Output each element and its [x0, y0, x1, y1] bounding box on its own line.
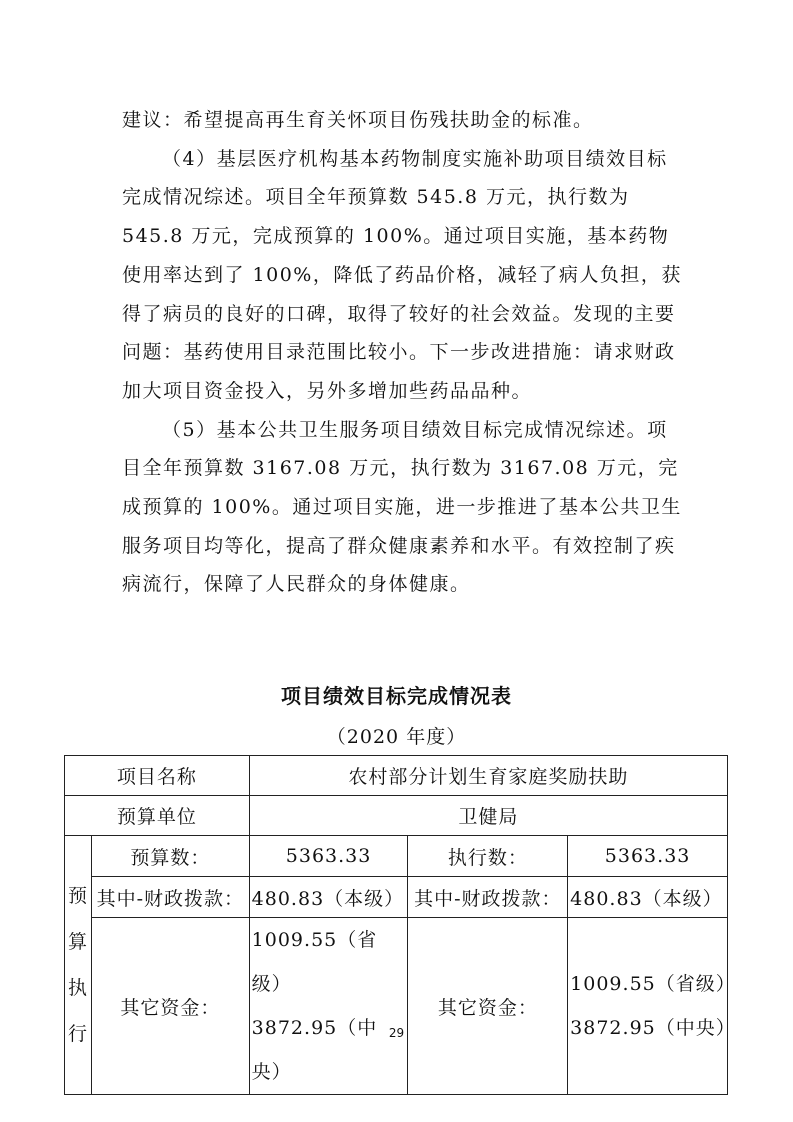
- fiscal-label: 其中-财政拨款：: [91, 877, 249, 918]
- budget-unit-value: 卫健局: [249, 796, 727, 836]
- paragraph-suggestion: 建议：希望提高再生育关怀项目伤残扶助金的标准。: [122, 109, 594, 131]
- side-char: 预: [67, 885, 88, 907]
- table-title: 项目绩效目标完成情况表: [281, 684, 512, 708]
- fiscal-value: 480.83（本级）: [249, 877, 408, 918]
- other-funds-value: [568, 918, 736, 1095]
- other-funds-label: 其它资金：: [408, 918, 568, 1095]
- paragraph-item-4: （4）基层医疗机构基本药物制度实施补助项目绩效目标完成情况综述。项目全年预算数 545.8 万元，执行数为 545.8 万元，完成预算的 100%。通过项目实施，基本药物使用率达到了 100%，降低了药品价格，减轻了病人负担，获得了病员的良好的口碑，取得了较好的社会效益。发现的主要问题：基药使用目录范围比较小。下一步改进措施：请求财政加大项目资金投入，另外多增加些药品品种。: [122, 147, 682, 402]
- table-year: （2020 年度）: [326, 726, 467, 748]
- other-funds-label: 其它资金：: [91, 918, 249, 1095]
- other-funds-central: 3872.95（中央）: [251, 1017, 378, 1083]
- budget-unit-label: 预算单位: [65, 796, 250, 836]
- other-funds-central: 3872.95（中央）: [570, 1017, 736, 1039]
- other-funds-provincial: 1009.55（省级）: [251, 929, 378, 995]
- paragraph-item-5: （5）基本公共卫生服务项目绩效目标完成情况综述。项目全年预算数 3167.08 万元，执行数为 3167.08 万元，完成预算的 100%。通过项目实施，进一步推进了基本公共卫生服务项目均等化，提高了群众健康素养和水平。有效控制了疾病流行，保障了人民群众的身体健康。: [122, 418, 682, 596]
- other-funds-value: [249, 918, 408, 1095]
- project-name-label: 项目名称: [65, 756, 250, 796]
- table-row: [65, 836, 728, 877]
- table-row: [65, 877, 728, 918]
- project-name-value: 农村部分计划生育家庭奖励扶助: [249, 756, 727, 796]
- body-text: [122, 101, 682, 604]
- side-char: 算: [67, 931, 88, 953]
- side-char: 行: [67, 1023, 88, 1045]
- exec-label: 执行数：: [408, 836, 568, 877]
- other-funds-provincial: 1009.55（省级）: [570, 973, 736, 995]
- budget-label: 预算数：: [91, 836, 249, 877]
- table-row: [65, 796, 728, 836]
- fiscal-label: 其中-财政拨款：: [408, 877, 568, 918]
- budget-execution-side-label: [65, 836, 92, 1095]
- table-row: [65, 756, 728, 796]
- fiscal-value: 480.83（本级）: [568, 877, 728, 918]
- budget-value: 5363.33: [249, 836, 408, 877]
- side-char: 执: [67, 977, 88, 999]
- performance-table: [64, 755, 736, 1095]
- page-number: 29: [388, 1026, 405, 1040]
- table-row: [65, 918, 728, 1095]
- exec-value: 5363.33: [568, 836, 728, 877]
